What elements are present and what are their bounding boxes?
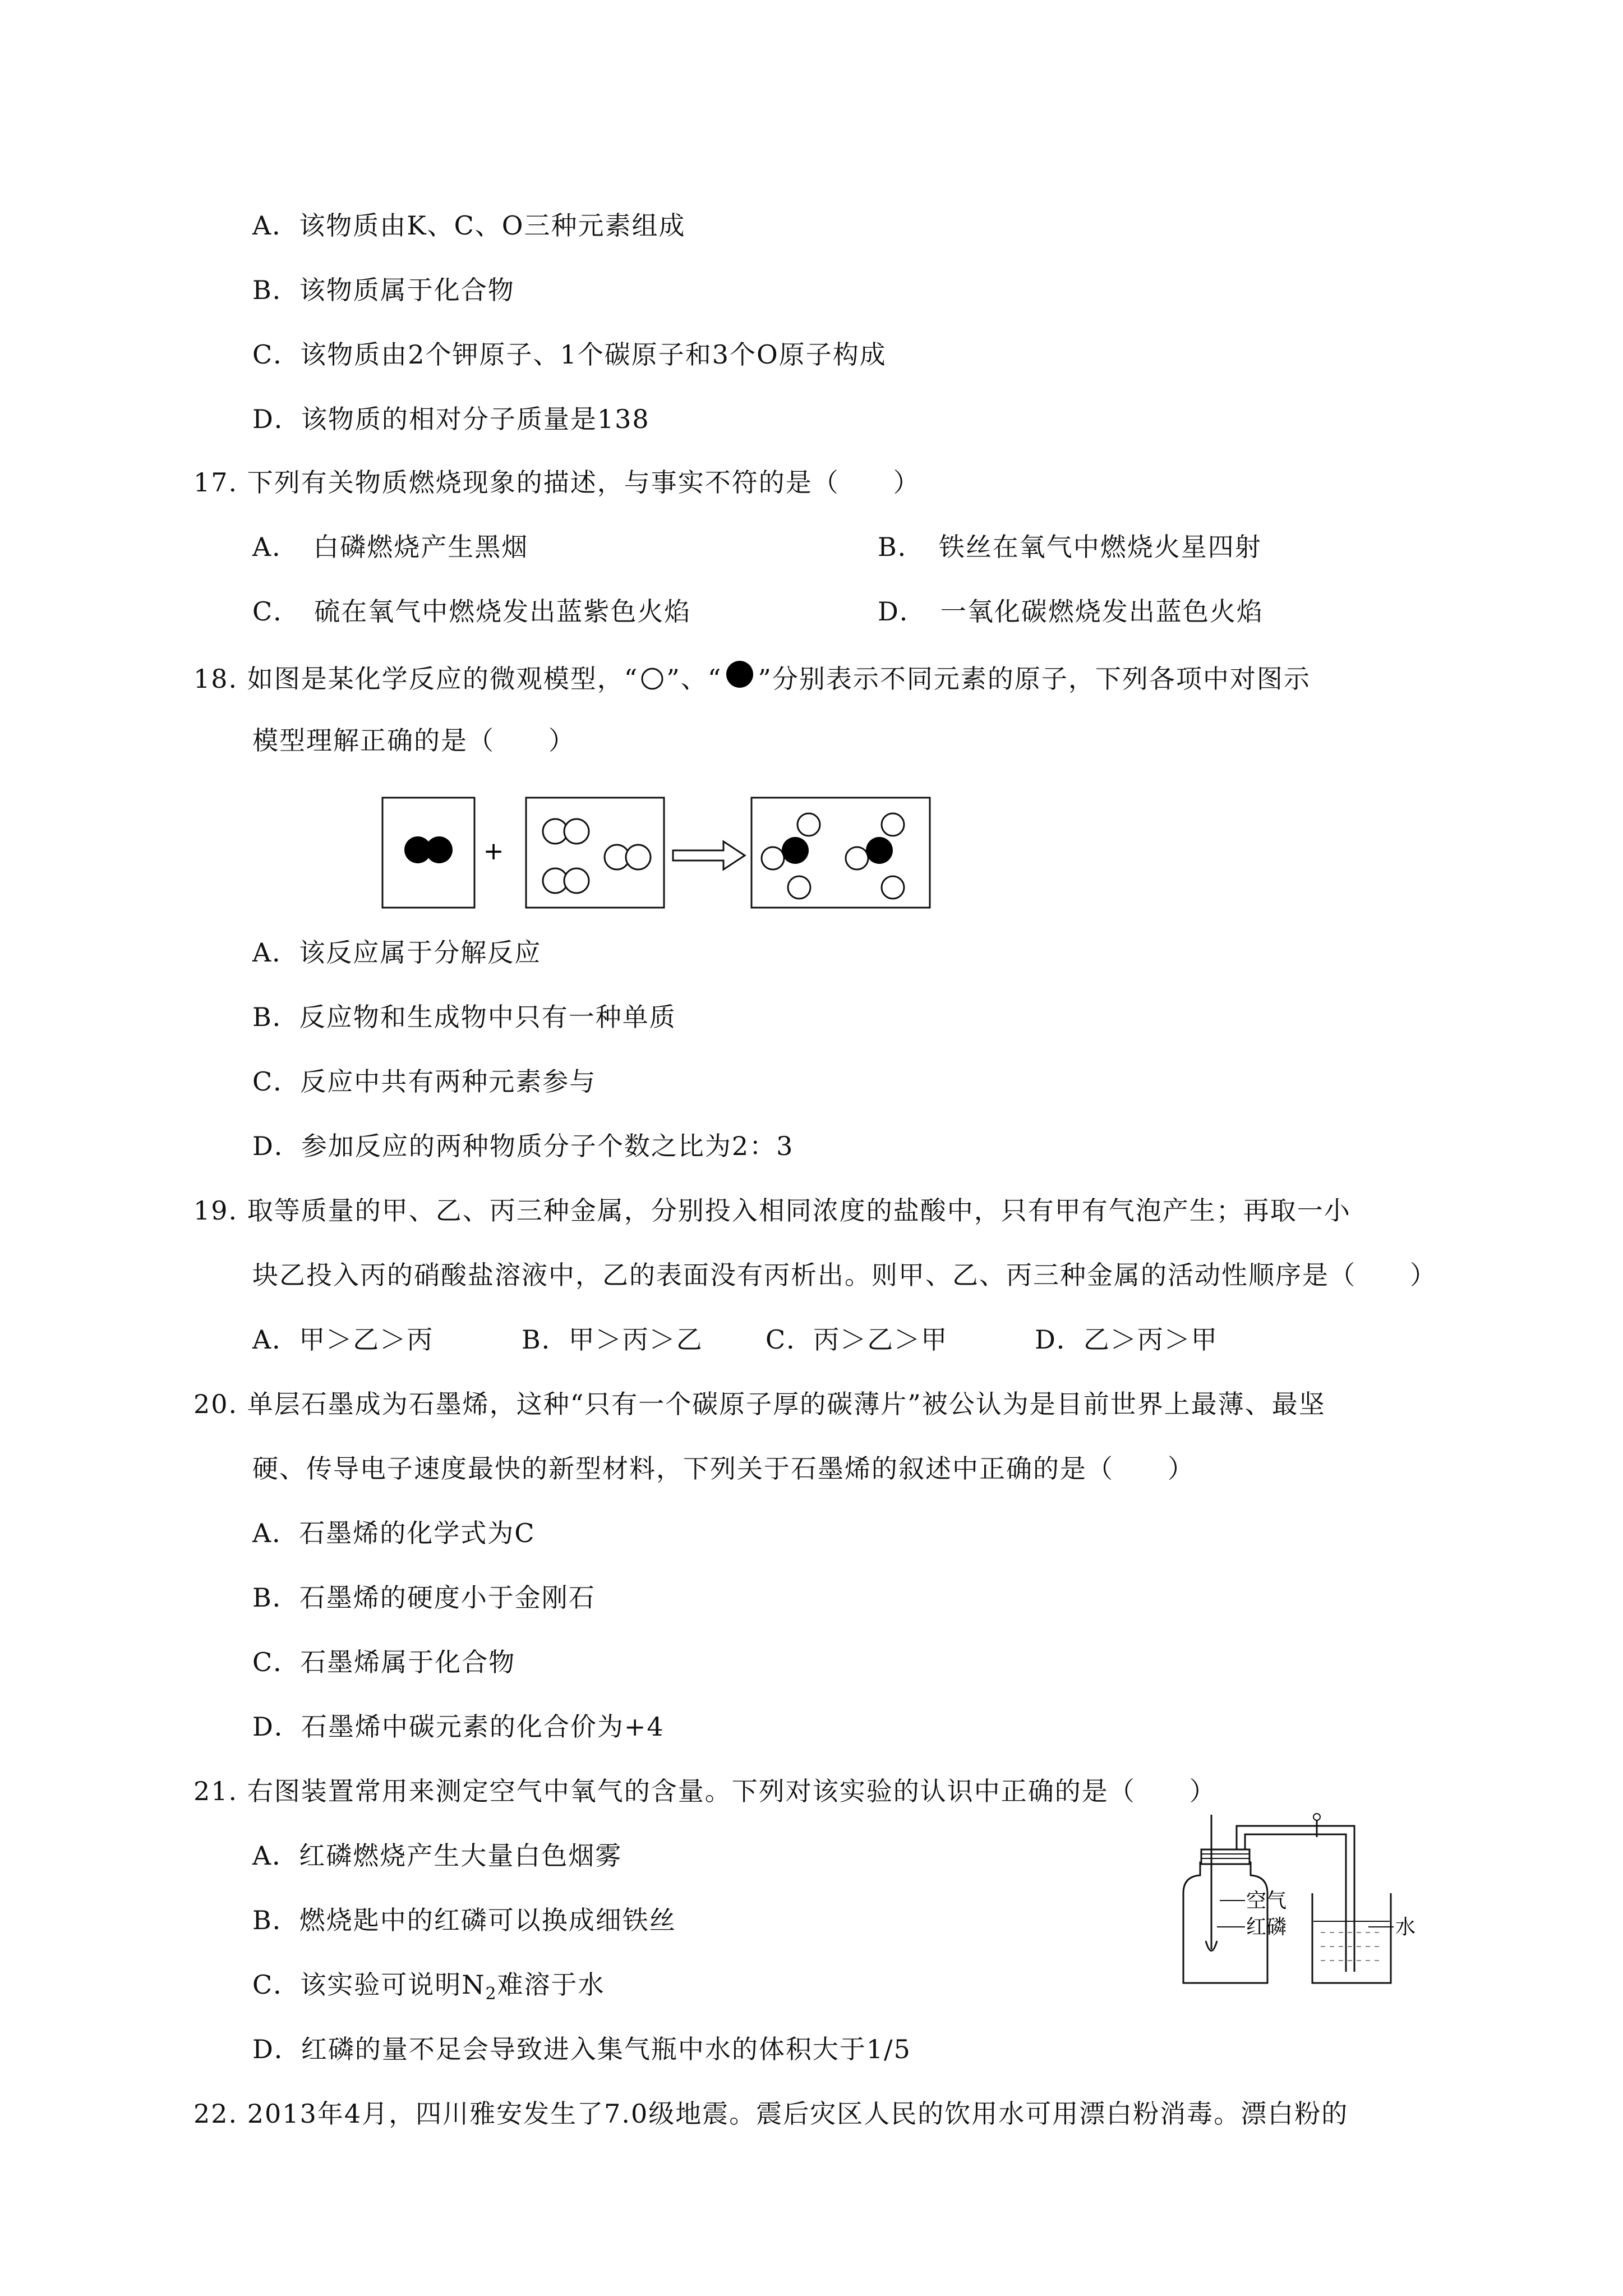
q19-option-a: A．甲＞乙＞丙 — [252, 1324, 434, 1355]
q16-option-a: A．该物质由K、C、O三种元素组成 — [252, 210, 686, 241]
q21-option-a: A．红磷燃烧产生大量白色烟雾 — [252, 1841, 623, 1871]
q18-option-c: C．反应中共有两种元素参与 — [252, 1066, 597, 1097]
q19-option-c: C．丙＞乙＞甲 — [766, 1324, 948, 1355]
q21-option-d: D．红磷的量不足会导致进入集气瓶中水的体积大于1/5 — [252, 2034, 911, 2064]
q16-option-d: D．该物质的相对分子质量是138 — [252, 404, 650, 434]
white-atom-icon — [638, 666, 666, 691]
q19-option-b: B．甲＞丙＞乙 — [522, 1324, 703, 1355]
q18-option-a: A．该反应属于分解反应 — [252, 937, 542, 968]
q16-option-b: B．该物质属于化合物 — [252, 275, 515, 305]
reaction-model-diagram — [381, 797, 931, 926]
q19-option-d: D．乙＞丙＞甲 — [1035, 1324, 1218, 1355]
q21-stem: 21. 右图装置常用来测定空气中氧气的含量。下列对该实验的认识中正确的是（ ） — [193, 1776, 1216, 1806]
q17-option-d: D． 一氧化碳燃烧发出蓝色火焰 — [878, 596, 1264, 627]
q19-stem-line1: 19. 取等质量的甲、乙、丙三种金属，分别投入相同浓度的盐酸中，只有甲有气泡产生；再取一小 — [193, 1195, 1351, 1226]
q22-stem-line1: 22. 2013年4月，四川雅安发生了7.0级地震。震后灾区人民的饮用水可用漂白粉消毒。漂白粉的 — [193, 2099, 1349, 2129]
q20-option-d: D．石墨烯中碳元素的化合价为+4 — [252, 1711, 665, 1742]
label-air: 空气 — [1246, 1889, 1287, 1912]
q20-stem-line1: 20. 单层石墨成为石墨烯，这种“只有一个碳原子厚的碳薄片”被公认为是目前世界上最薄、最坚 — [193, 1389, 1326, 1419]
q18-option-d: D．参加反应的两种物质分子个数之比为2：3 — [252, 1131, 794, 1161]
reaction-arrow-icon — [673, 841, 745, 869]
q17-option-a: A． 白磷燃烧产生黑烟 — [252, 532, 529, 562]
q20-option-c: C．石墨烯属于化合物 — [252, 1647, 516, 1677]
label-water: 水 — [1395, 1916, 1416, 1939]
label-red-phosphorus: 红磷 — [1246, 1916, 1287, 1939]
q21-option-c: C．该实验可说明$N_2$难溶于水 — [252, 1970, 605, 2004]
q20-stem-line2: 硬、传导电子速度最快的新型材料，下列关于石墨烯的叙述中正确的是（ ） — [252, 1453, 1195, 1484]
black-atom — [426, 836, 453, 863]
q17-option-b: B． 铁丝在氧气中燃烧火星四射 — [878, 532, 1262, 562]
q20-option-a: A．石墨烯的化学式为C — [252, 1518, 536, 1548]
q20-option-b: B．石墨烯的硬度小于金刚石 — [252, 1582, 596, 1613]
q21-option-b: B．燃烧匙中的红磷可以换成细铁丝 — [252, 1905, 676, 1935]
plus-sign: + — [483, 837, 504, 866]
q18-option-b: B．反应物和生成物中只有一种单质 — [252, 1002, 676, 1032]
oxygen-apparatus-diagram — [1166, 1809, 1447, 1989]
q17-option-c: C． 硫在氧气中燃烧发出蓝紫色火焰 — [252, 596, 691, 627]
black-atom-icon — [722, 660, 758, 691]
q18-stem-line2: 模型理解正确的是（ ） — [252, 725, 575, 756]
q16-option-c: C．该物质由2个钾原子、1个碳原子和3个O原子构成 — [252, 339, 887, 370]
q19-stem-line2: 块乙投入丙的硝酸盐溶液中，乙的表面没有丙析出。则甲、乙、丙三种金属的活动性顺序是（ ） — [252, 1260, 1437, 1290]
q17-stem: 17. 下列有关物质燃烧现象的描述，与事实不符的是（ ） — [193, 467, 920, 498]
q18-stem: 18. 如图是某化学反应的微观模型，“ ”、“ ”分别表示不同元素的原子，下列各项中对图示 — [193, 660, 1311, 696]
